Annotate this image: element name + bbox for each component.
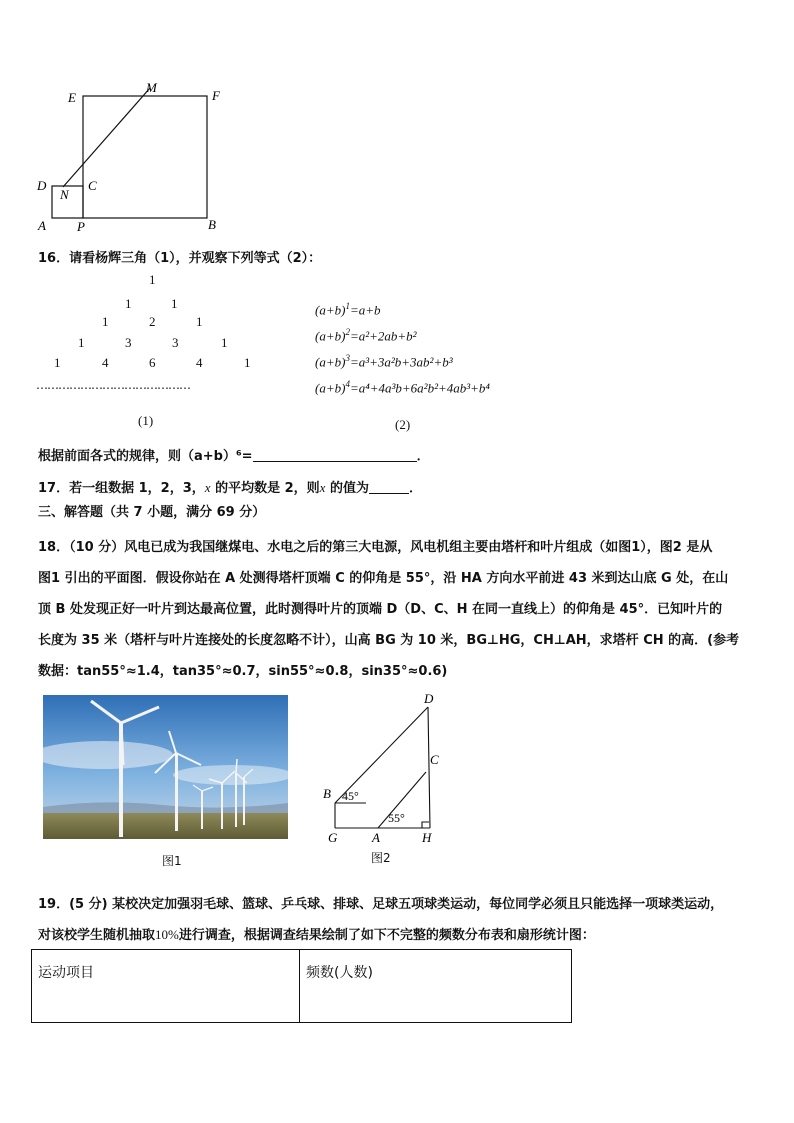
- q16-question: [38, 449, 430, 464]
- label-m: M: [146, 80, 157, 95]
- label-p: P: [77, 219, 85, 234]
- large-square: [83, 96, 207, 218]
- q17-before: 17．若一组数据 1，2，3，: [38, 481, 205, 496]
- q18-line-2: 图1 引出的平面图．假设你站在 A 处测得塔杆顶端 C 的仰角是 55°，沿 HA 方向水平前进 43 米到达山底 G 处，在山: [38, 571, 729, 586]
- tri-r2-c1: 2: [149, 314, 156, 329]
- q18-line-3: 顶 B 处发现正好一叶片到达最高位置，此时测得叶片的顶端 D（D、C、H 在同一直线上）的仰角是 45°．已知叶片的: [38, 602, 723, 617]
- eq4-rhs: =a⁴+4a³b+6a²b²+4ab³+b⁴: [349, 380, 490, 396]
- frequency-table: [31, 949, 572, 1023]
- tri-r4-c1: 4: [102, 355, 109, 370]
- eq1-lhs: (a+b): [315, 302, 346, 318]
- q16-prompt-text: 请看杨辉三角（1），并观察下列等式（2）：: [69, 251, 322, 266]
- q16-question-text: 根据前面各式的规律，则（a+b）⁶=: [38, 449, 253, 464]
- fig2-caption: 图2: [371, 851, 391, 865]
- q16-number: 16．: [38, 251, 70, 266]
- q16-end: ．: [416, 449, 430, 464]
- table-header-frequency: 频数(人数): [300, 950, 572, 1023]
- tri-r3-c0: 1: [78, 335, 85, 350]
- tri-r1-c1: 1: [171, 296, 178, 311]
- q17-var: x: [204, 480, 211, 495]
- label-a: A: [38, 218, 46, 233]
- tri-r4-c2: 6: [149, 355, 156, 370]
- fig2-label-b: B: [323, 786, 331, 801]
- q17-answer-blank: [369, 481, 409, 494]
- eq3-rhs: =a³+3a²b+3ab²+b³: [349, 354, 453, 370]
- eq1-rhs: =a+b: [349, 302, 381, 318]
- equation-1: [315, 301, 575, 327]
- equation-list: [315, 301, 575, 405]
- q19-line-2-after: 进行调查，根据调查结果绘制了如下不完整的频数分布表和扇形统计图：: [178, 928, 595, 943]
- tri-r4-c4: 1: [244, 355, 251, 370]
- section-3-title: 三、解答题（共 7 小题，满分 69 分）: [38, 505, 266, 520]
- q16-answer-blank: [253, 449, 417, 462]
- q18-line-4: 长度为 35 米（塔杆与叶片连接处的长度忽略不计），山高 BG 为 10 米，BG⊥HG，CH⊥AH，求塔杆 CH 的高．(参考: [38, 633, 740, 648]
- q18-line-1: 18．（10 分）风电已成为我国继煤电、水电之后的第三大电源，风电机组主要由塔杆和叶片组成（如图1），图2 是从: [38, 540, 713, 555]
- q19-line-2-before: 对该校学生随机抽取: [38, 928, 156, 943]
- eq1-exp: 1: [345, 301, 350, 311]
- q17-mid: 的平均数是 2，则: [210, 481, 320, 496]
- equation-2: [315, 327, 575, 353]
- q19-percent: 10%: [155, 927, 179, 942]
- table-header-sport: 运动项目: [32, 950, 300, 1023]
- yanghui-triangle: [38, 270, 278, 380]
- label-e: E: [68, 90, 76, 105]
- square-figure: [30, 78, 240, 238]
- caption-2: (2): [395, 417, 411, 432]
- equation-3: [315, 353, 575, 379]
- line-dh: [428, 707, 430, 828]
- equation-4: [315, 379, 575, 405]
- eq3-lhs: (a+b): [315, 354, 346, 370]
- q18-text: [38, 532, 768, 687]
- label-f: F: [212, 88, 220, 103]
- tri-r4-c3: 4: [196, 355, 203, 370]
- caption-1: (1): [138, 413, 154, 428]
- label-d: D: [37, 178, 47, 193]
- eq3-exp: 3: [345, 353, 350, 363]
- tri-r3-c3: 1: [221, 335, 228, 350]
- eq2-lhs: (a+b): [315, 328, 346, 344]
- eq2-exp: 2: [345, 327, 350, 337]
- eq4-exp: 4: [345, 379, 350, 389]
- fig2-label-h: H: [422, 830, 432, 845]
- eq4-lhs: (a+b): [315, 380, 346, 396]
- q18-line-5: 数据：tan55°≈1.4，tan35°≈0.7，sin55°≈0.8，sin35°≈0.6): [38, 664, 448, 679]
- tri-r3-c2: 3: [172, 335, 179, 350]
- eq2-rhs: =a²+2ab+b²: [349, 328, 417, 344]
- q16-prompt: [38, 252, 321, 266]
- segment-mn: [63, 88, 150, 187]
- tri-r4-c0: 1: [54, 355, 61, 370]
- right-angle-mark: [422, 822, 429, 828]
- fig2-angle-45: 45°: [342, 789, 359, 803]
- table-row: [32, 950, 572, 1023]
- triangle-dots: ……………………………………: [36, 378, 190, 392]
- label-b: B: [208, 217, 216, 232]
- fig2-label-g: G: [328, 830, 338, 845]
- q17-end: ．: [408, 481, 422, 496]
- fig2-diagram: [318, 690, 448, 850]
- q17: [38, 481, 422, 496]
- tri-r2-c2: 1: [196, 314, 203, 329]
- tri-r0-c0: 1: [149, 272, 156, 287]
- tri-r1-c0: 1: [125, 296, 132, 311]
- label-n: N: [60, 187, 69, 202]
- wind-turbine-photo: [43, 695, 288, 839]
- fig2-label-c: C: [430, 752, 439, 767]
- q17-var2: x: [319, 480, 326, 495]
- tri-r2-c0: 1: [102, 314, 109, 329]
- fig1-caption: 图1: [162, 854, 182, 868]
- fig2-angle-55: 55°: [388, 811, 405, 825]
- fig2-label-d: D: [424, 691, 434, 706]
- q17-after: 的值为: [325, 481, 369, 496]
- q19-line-2: [38, 928, 595, 943]
- tri-r3-c1: 3: [125, 335, 132, 350]
- q19-line-1: 19．(5 分) 某校决定加强羽毛球、篮球、乒乓球、排球、足球五项球类运动，每位同学必须且只能选择一项球类运动，: [38, 897, 724, 912]
- label-c: C: [88, 178, 97, 193]
- fig2-label-a: A: [372, 830, 380, 845]
